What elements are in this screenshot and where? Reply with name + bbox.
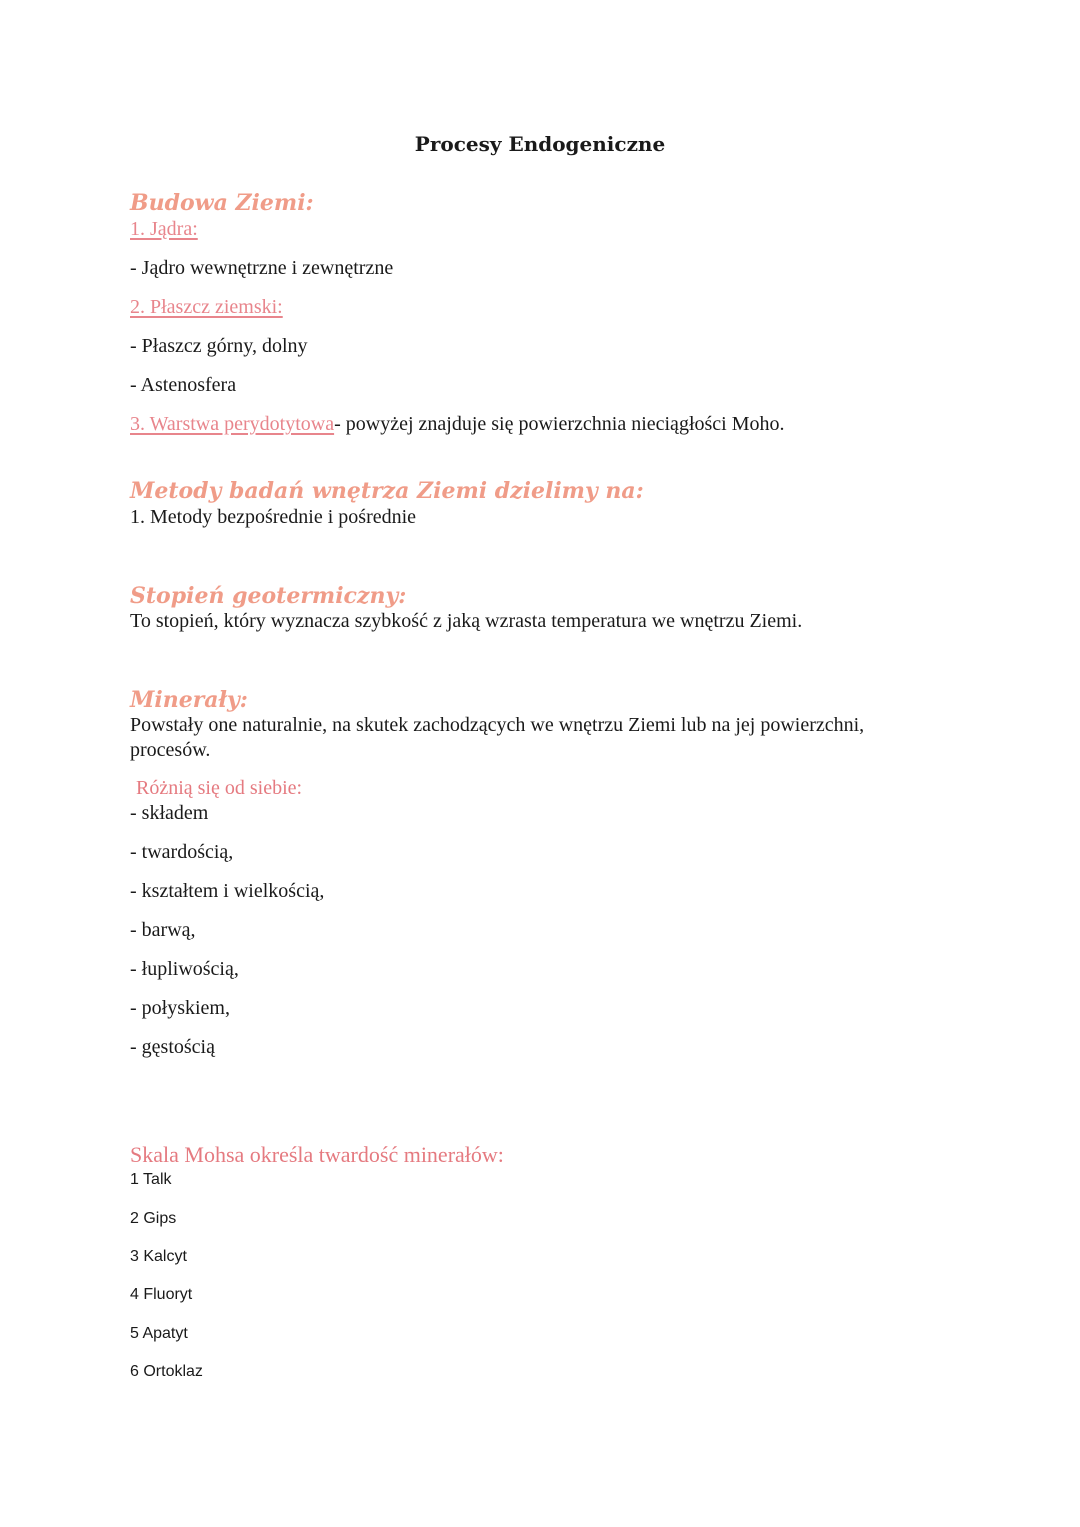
list-item: - składem — [130, 802, 209, 824]
page-title: Procesy Endogeniczne — [414, 132, 666, 156]
stopien-text: To stopień, który wyznacza szybkość z jaką wzrasta temperatura we wnętrzu Ziemi. — [130, 610, 803, 632]
section-heading-mineraly: Minerały: — [130, 687, 248, 713]
subheading-warstwa: 3. Warstwa perydotytowa — [130, 413, 335, 435]
differences-label: Różnią się od siebie: — [136, 777, 303, 799]
section-heading-stopien: Stopień geotermiczny: — [130, 583, 407, 609]
list-item: 2 Gips — [130, 1210, 177, 1227]
list-item: - Jądro wewnętrzne i zewnętrzne — [130, 257, 394, 279]
list-item: - gęstością — [130, 1036, 215, 1058]
list-item: - twardością, — [130, 841, 234, 863]
mineraly-text-line2: procesów. — [130, 739, 211, 761]
list-item: - połyskiem, — [130, 997, 230, 1019]
list-item: - Płaszcz górny, dolny — [130, 335, 308, 357]
subheading-plaszcz: 2. Płaszcz ziemski: — [130, 296, 283, 318]
list-item: 4 Fluoryt — [130, 1286, 193, 1303]
metody-text: 1. Metody bezpośrednie i pośrednie — [130, 506, 417, 528]
section-heading-metody: Metody badań wnętrza Ziemi dzielimy na: — [130, 478, 644, 504]
section-heading-budowa: Budowa Ziemi: — [130, 190, 314, 216]
list-item: 5 Apatyt — [130, 1325, 188, 1342]
list-item: - Astenosfera — [130, 374, 237, 396]
list-item: - łupliwością, — [130, 958, 239, 980]
mineraly-text-line1: Powstały one naturalnie, na skutek zachodzących we wnętrzu Ziemi lub na jej powierzchni, — [130, 714, 865, 736]
subheading-jadra: 1. Jądra: — [130, 218, 198, 240]
list-item: - barwą, — [130, 919, 196, 941]
list-item: - kształtem i wielkością, — [130, 880, 325, 902]
section-heading-mohs: Skala Mohsa określa twardość minerałów: — [130, 1142, 504, 1167]
warstwa-line — [130, 414, 785, 434]
list-item: 6 Ortoklaz — [130, 1363, 203, 1380]
warstwa-text: - powyżej znajduje się powierzchnia nieciągłości Moho. — [334, 413, 785, 435]
list-item: 1 Talk — [130, 1171, 172, 1188]
list-item: 3 Kalcyt — [130, 1248, 187, 1265]
